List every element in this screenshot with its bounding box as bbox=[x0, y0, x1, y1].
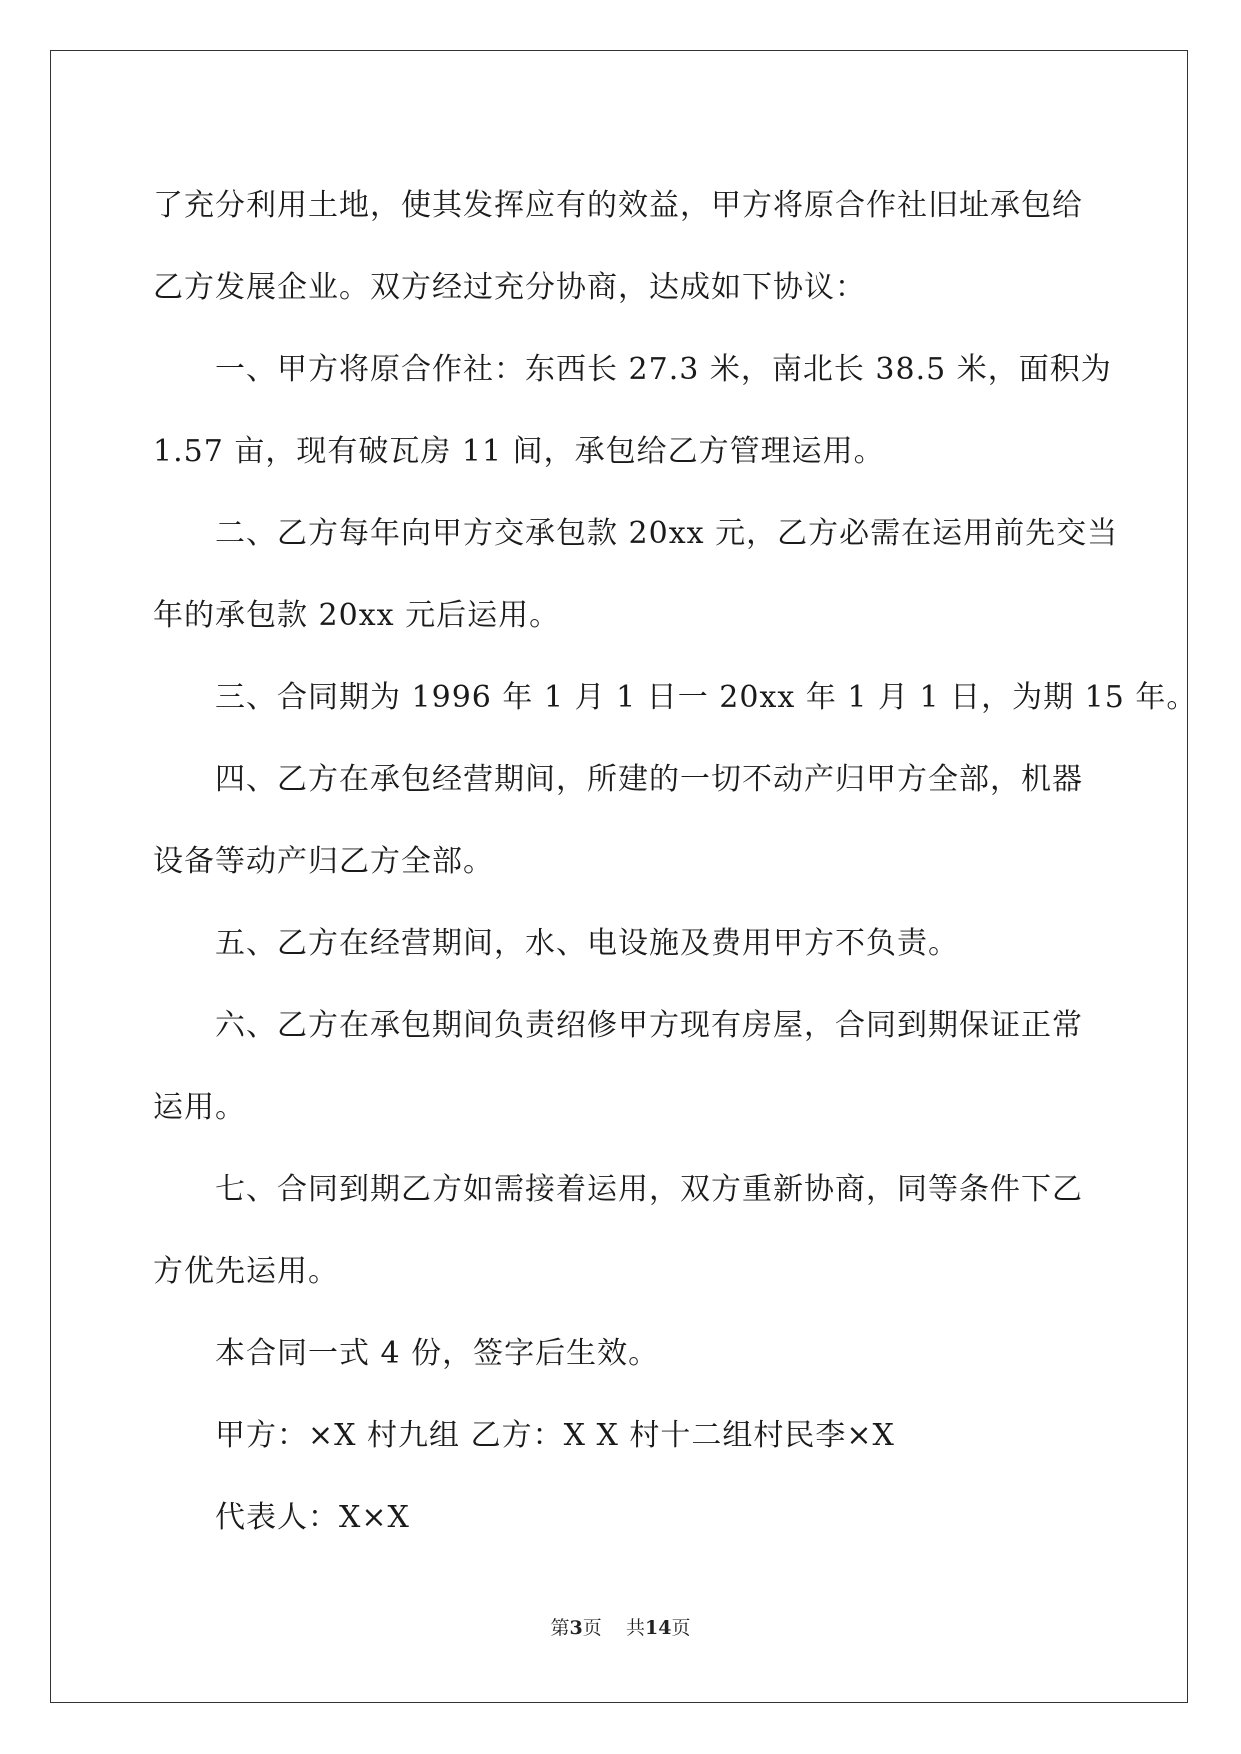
footer-page-suffix: 页 bbox=[582, 1617, 602, 1639]
footer-total-pages: 14 bbox=[644, 1617, 672, 1639]
clause-4-line-2: 设备等动产归乙方全部。 bbox=[153, 844, 494, 879]
page-footer bbox=[0, 1613, 1241, 1640]
clause-4-line-1: 四、乙方在承包经营期间，所建的一切不动产归甲方全部，机器 bbox=[215, 762, 1083, 797]
party-signatures: 甲方：×X 村九组 乙方：X X 村十二组村民李×X bbox=[215, 1418, 895, 1453]
footer-total-prefix: 共 bbox=[625, 1617, 645, 1639]
clause-2-line-2: 年的承包款 20xx 元后运用。 bbox=[153, 598, 561, 633]
text-line-1: 了充分利用土地，使其发挥应有的效益，甲方将原合作社旧址承包给 bbox=[153, 188, 1083, 223]
representative-line: 代表人：X×X bbox=[215, 1500, 410, 1535]
footer-total-suffix: 页 bbox=[671, 1617, 691, 1639]
clause-1-line-2: 1.57 亩，现有破瓦房 11 间，承包给乙方管理运用。 bbox=[153, 434, 885, 469]
clause-7-line-2: 方优先运用。 bbox=[153, 1254, 339, 1289]
clause-6-line-1: 六、乙方在承包期间负责绍修甲方现有房屋，合同到期保证正常 bbox=[215, 1008, 1083, 1043]
copies-statement: 本合同一式 4 份，签字后生效。 bbox=[215, 1336, 660, 1371]
document-body bbox=[153, 165, 1198, 1559]
clause-2-line-1: 二、乙方每年向甲方交承包款 20xx 元，乙方必需在运用前先交当 bbox=[215, 516, 1119, 551]
clause-1-line-1: 一、甲方将原合作社：东西长 27.3 米，南北长 38.5 米，面积为 bbox=[215, 352, 1112, 387]
footer-page-number: 3 bbox=[569, 1617, 583, 1639]
clause-3: 三、合同期为 1996 年 1 月 1 日一 20xx 年 1 月 1 日，为期 15 年。 bbox=[215, 680, 1198, 715]
footer-prefix: 第 bbox=[550, 1617, 570, 1639]
text-line-2: 乙方发展企业。双方经过充分协商，达成如下协议： bbox=[153, 270, 866, 305]
clause-5: 五、乙方在经营期间，水、电设施及费用甲方不负责。 bbox=[215, 926, 959, 961]
clause-7-line-1: 七、合同到期乙方如需接着运用，双方重新协商，同等条件下乙 bbox=[215, 1172, 1083, 1207]
clause-6-line-2: 运用。 bbox=[153, 1090, 246, 1125]
